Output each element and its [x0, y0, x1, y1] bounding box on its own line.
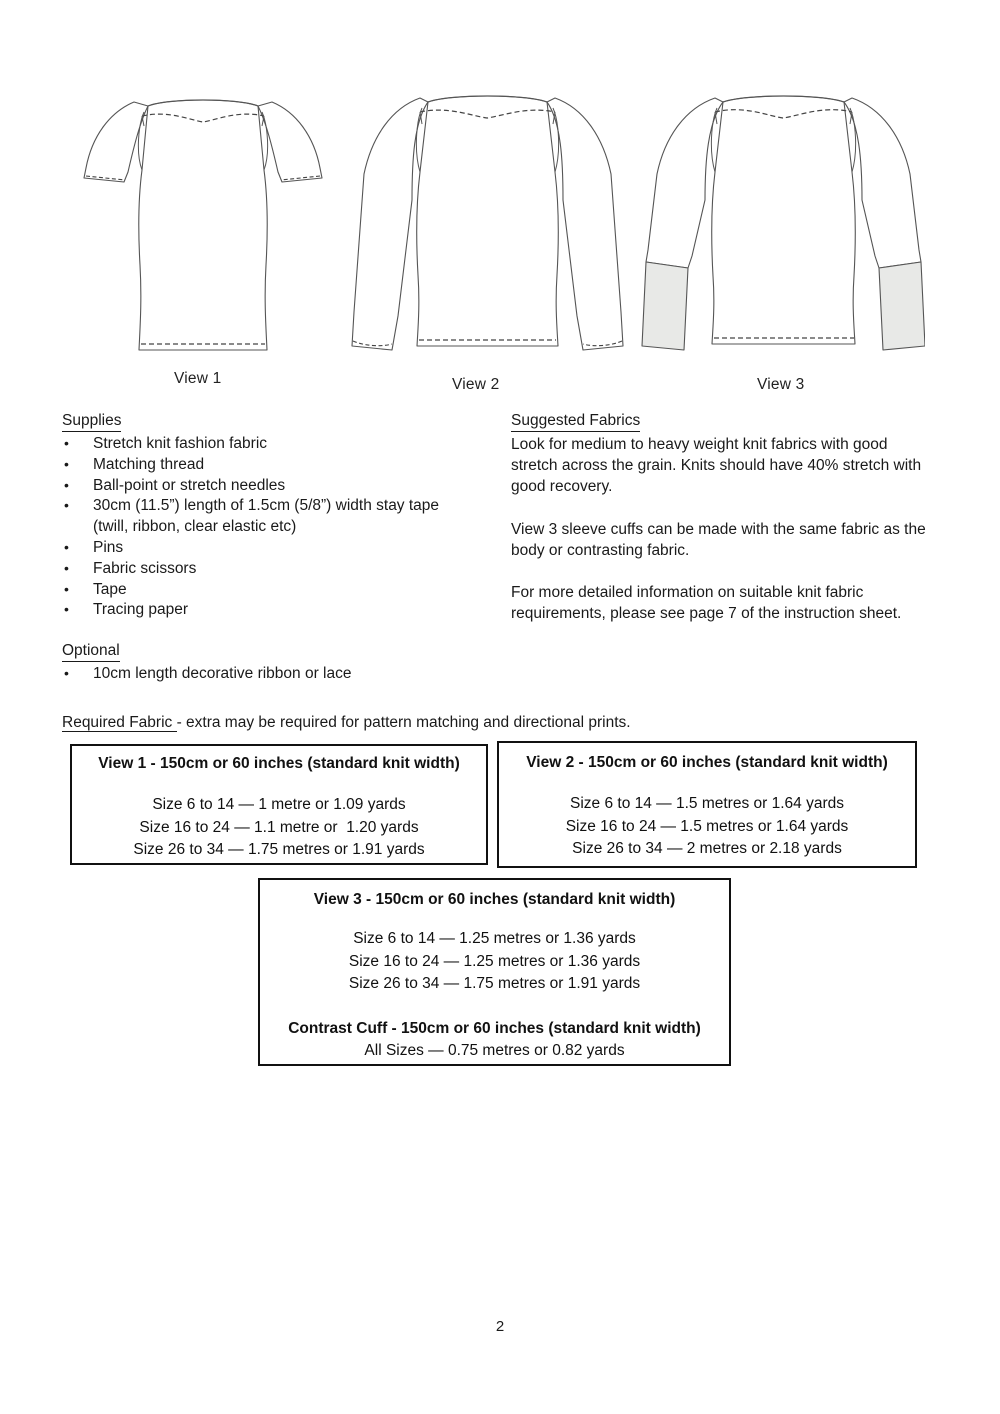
fabric-box-line: Size 6 to 14 — 1 metre or 1.09 yards [152, 796, 406, 813]
fabric-box-line: Size 6 to 14 — 1.5 metres or 1.64 yards [570, 795, 844, 812]
supplies-item: • Ball-point or stretch needles [62, 476, 492, 497]
required-fabric-note: - extra may be required for pattern matching and directional prints. [176, 714, 631, 731]
view-1-illustration [78, 50, 328, 370]
suggested-fabrics-heading: Suggested Fabrics [511, 410, 640, 432]
suggested-fabrics-paragraph: View 3 sleeve cuffs can be made with the same fabric as the body or contrasting fabric. [511, 520, 926, 559]
suggested-fabrics-paragraph: Look for medium to heavy weight knit fabrics with good stretch across the grain. Knits should have 40% stretch with good recovery. [511, 436, 922, 496]
garment-illustrations [0, 50, 1000, 395]
view-3-label: View 3 [757, 376, 805, 393]
fabric-box-line: Size 26 to 34 — 2 metres or 2.18 yards [572, 840, 842, 857]
view-1-technical-drawing [78, 50, 328, 370]
view-2-technical-drawing [350, 50, 625, 370]
suggested-fabrics-column [511, 410, 936, 624]
contrast-cuff-title: Contrast Cuff - 150cm or 60 inches (standard knit width) [288, 1019, 701, 1037]
fabric-box-line: Size 26 to 34 — 1.75 metres or 1.91 yards [133, 841, 425, 858]
fabric-box-title: View 2 - 150cm or 60 inches (standard knit width) [526, 754, 888, 771]
fabric-box-title: View 3 - 150cm or 60 inches (standard knit width) [313, 891, 676, 908]
supplies-column [62, 410, 492, 685]
supplies-item: • Fabric scissors [62, 559, 492, 580]
fabric-box-line: Size 16 to 24 — 1.25 metres or 1.36 yards [348, 952, 641, 970]
fabric-box-line: Size 26 to 34 — 1.75 metres or 1.91 yards [348, 975, 641, 992]
supplies-item: • Tracing paper [62, 600, 492, 621]
fabric-box-view-2 [497, 741, 917, 868]
optional-list [62, 664, 492, 685]
required-fabric-heading: Required Fabric [62, 714, 177, 731]
view-3-illustration [640, 50, 925, 370]
fabric-box-line: Size 6 to 14 — 1.25 metres or 1.36 yards [353, 930, 636, 947]
suggested-fabrics-paragraph: For more detailed information on suitable knit fabric requirements, please see page 7 of the instruction sheet. [511, 584, 902, 623]
fabric-box-line: Size 16 to 24 — 1.1 metre or 1.20 yards [139, 818, 419, 836]
fabric-box-line: Size 16 to 24 — 1.5 metres or 1.64 yards [565, 817, 849, 835]
optional-item: • 10cm length decorative ribbon or lace [62, 664, 492, 685]
view-2-label: View 2 [452, 376, 500, 393]
supplies-item: • Tape [62, 580, 492, 601]
page-number: 2 [495, 1318, 505, 1335]
supplies-item: • Pins [62, 538, 492, 559]
view-2-illustration [350, 50, 625, 370]
contrast-cuff-line: All Sizes — 0.75 metres or 0.82 yards [364, 1041, 625, 1059]
spacer [62, 621, 492, 640]
view-1-label: View 1 [174, 370, 222, 387]
fabric-box-sizes [260, 928, 729, 996]
fabric-box-view-1 [70, 744, 488, 865]
fabric-box-sizes [72, 794, 486, 862]
supplies-heading: Supplies [62, 410, 121, 432]
supplies-list [62, 434, 492, 621]
fabric-box-title: View 1 - 150cm or 60 inches (standard knit width) [98, 755, 460, 772]
supplies-item: • Matching thread [62, 455, 492, 476]
contrast-cuff-requirement [260, 1018, 729, 1063]
fabric-box-sizes [499, 793, 915, 861]
supplies-item-text: 30cm (11.5”) length of 1.5cm (5/8”) width stay tape [93, 497, 440, 515]
required-fabric-line [62, 712, 631, 733]
supplies-item-continuation: (twill, ribbon, clear elastic etc) [93, 518, 297, 536]
view-3-technical-drawing [640, 50, 925, 370]
fabric-box-view-3 [258, 878, 731, 1066]
supplies-item [62, 496, 492, 538]
optional-heading: Optional [62, 640, 120, 662]
supplies-item: • Stretch knit fashion fabric [62, 434, 492, 455]
